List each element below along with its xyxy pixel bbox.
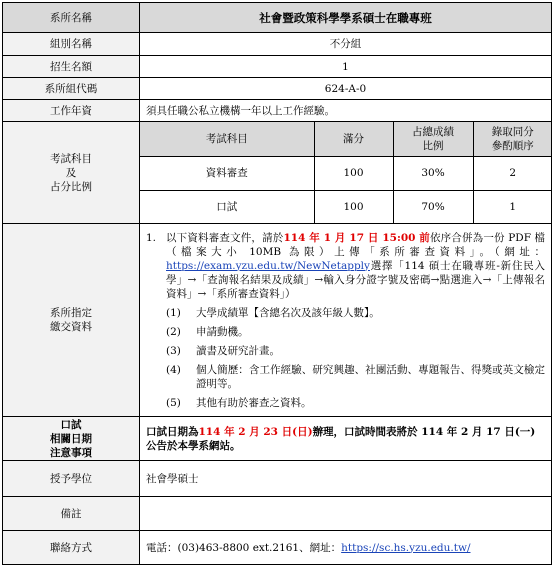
exam-full-score: 100 <box>314 156 393 190</box>
experience-value: 須具任職公私立機構一年以上工作經驗。 <box>140 100 552 122</box>
document-item-number: (2) <box>166 325 181 338</box>
exam-weight: 70% <box>393 190 473 223</box>
oral-label <box>3 417 140 461</box>
document-item-text: 大學成績單【含總名次及該年級人數】。 <box>196 306 380 319</box>
intro-number: 1. <box>146 231 157 244</box>
col-weight-line2: 比例 <box>422 139 444 152</box>
documents-label <box>3 224 140 417</box>
degree-value: 社會學碩士 <box>140 461 552 497</box>
contact-label: 聯絡方式 <box>3 531 140 565</box>
intro-text-part3: 選擇「114 碩士在職專班-新住民入學」→「查詢報名結果及成績」→輸入身分證字號及密碼→點選進入→「上傳報名資料」→「系所審查資料」） <box>166 259 545 300</box>
experience-label: 工作年資 <box>3 100 140 122</box>
exam-cell <box>140 122 552 224</box>
degree-row <box>3 461 552 497</box>
group-value: 不分組 <box>140 33 552 56</box>
exam-tie-order: 2 <box>473 156 552 190</box>
col-tie-line1: 錄取同分 <box>491 125 534 138</box>
col-tie-header <box>473 122 552 156</box>
degree-label: 授予學位 <box>3 461 140 497</box>
exam-subjects-table <box>140 122 552 223</box>
document-item <box>166 325 545 339</box>
document-item <box>166 363 545 391</box>
oral-text-part2: 辦理，口試時間表將於 114 年 2 月 17 日(一)公告於本學系網站。 <box>146 425 536 452</box>
exam-label-line1: 考試科目 <box>50 152 92 165</box>
col-tie-line2: 參酌順序 <box>491 139 534 152</box>
contact-value <box>140 531 552 565</box>
col-full-score-header: 滿分 <box>314 122 393 156</box>
oral-date: 114 年 2 月 23 日(日) <box>198 425 313 438</box>
exam-subject: 資料審查 <box>140 156 314 190</box>
exam-label <box>3 122 140 224</box>
documents-label-line1: 系所指定 <box>50 307 92 319</box>
exam-item-row <box>140 190 552 223</box>
document-item <box>166 396 545 410</box>
code-label: 系所組代碼 <box>3 78 140 100</box>
department-label: 系所名稱 <box>3 3 140 33</box>
exam-full-score: 100 <box>314 190 393 223</box>
group-label: 組別名稱 <box>3 33 140 56</box>
contact-phone: 電話：(03)463-8800 ext.2161、網址： <box>146 541 342 554</box>
col-weight-header <box>393 122 473 156</box>
oral-text-part1: 口試日期為 <box>146 425 199 438</box>
documents-cell <box>140 224 552 417</box>
document-item-number: (3) <box>166 344 181 357</box>
remarks-row <box>3 497 552 531</box>
document-item-number: (1) <box>166 306 181 319</box>
document-item-number: (4) <box>166 363 181 376</box>
exam-row <box>3 122 552 224</box>
deadline-text: 114 年 1 月 17 日 15:00 前 <box>283 231 430 244</box>
experience-row <box>3 100 552 122</box>
department-name: 社會暨政策科學學系碩士在職專班 <box>140 3 552 33</box>
apply-link[interactable]: https://exam.yzu.edu.tw/NewNetapply <box>166 259 370 272</box>
document-item-text: 申請動機。 <box>196 325 249 338</box>
remarks-label: 備註 <box>3 497 140 531</box>
quota-value: 1 <box>140 56 552 78</box>
oral-label-line2: 相關日期 <box>50 432 92 445</box>
intro-text <box>166 231 545 301</box>
remarks-value <box>140 497 552 531</box>
oral-label-line3: 注意事項 <box>50 446 92 459</box>
contact-row <box>3 531 552 565</box>
exam-subject: 口試 <box>140 190 314 223</box>
department-row <box>3 3 552 33</box>
quota-label: 招生名額 <box>3 56 140 78</box>
documents-intro <box>146 231 545 301</box>
documents-label-line2: 繳交資料 <box>50 321 92 333</box>
intro-text-part2: 依序合併為一份 PDF 檔（檔案大小 10MB 為限）上傳「系所審查資料」。（網址： <box>166 231 545 258</box>
documents-list <box>166 306 545 410</box>
oral-label-line1: 口試 <box>60 418 82 431</box>
document-item-text: 讀書及研究計畫。 <box>196 344 280 357</box>
quota-row <box>3 56 552 78</box>
exam-tie-order: 1 <box>473 190 552 223</box>
exam-header-row <box>140 122 552 156</box>
document-item-text: 個人簡歷：含工作經驗、研究興趣、社團活動、專題報告、得獎或英文檢定證明等。 <box>196 363 545 390</box>
code-row <box>3 78 552 100</box>
document-item <box>166 344 545 358</box>
department-website-link[interactable]: https://sc.hs.yzu.edu.tw/ <box>341 541 471 554</box>
intro-text-part1: 以下資料審查文件，請於 <box>166 231 284 244</box>
documents-row <box>3 224 552 417</box>
admission-table-container <box>2 2 551 564</box>
group-row <box>3 33 552 56</box>
document-item <box>166 306 545 320</box>
col-weight-line1: 占總成績 <box>412 125 454 138</box>
document-item-number: (5) <box>166 396 181 409</box>
code-value: 624-A-0 <box>140 78 552 100</box>
exam-label-line2: 及 <box>65 166 77 179</box>
document-item-text: 其他有助於審查之資料。 <box>196 396 312 409</box>
oral-row <box>3 417 552 461</box>
exam-item-row <box>140 156 552 190</box>
oral-notice <box>140 417 552 461</box>
col-subject-header: 考試科目 <box>140 122 314 156</box>
exam-label-line3: 占分比例 <box>50 180 92 193</box>
exam-weight: 30% <box>393 156 473 190</box>
admission-info-table <box>2 2 552 565</box>
